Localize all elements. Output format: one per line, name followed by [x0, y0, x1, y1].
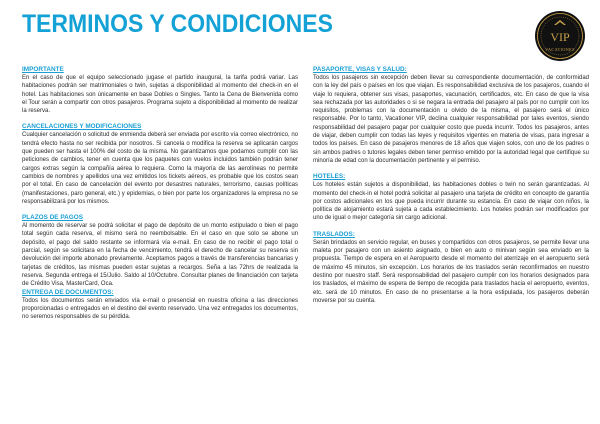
section-entrega	[22, 289, 298, 322]
section-traslados	[313, 231, 589, 305]
section-pasaporte	[313, 66, 589, 165]
heading-pasaporte: PASAPORTE, VISAS Y SALUD:	[313, 66, 407, 73]
section-importante	[22, 66, 298, 115]
logo-text: VIP	[550, 30, 570, 44]
section-hoteles	[313, 173, 589, 222]
heading-cancelaciones: CANCELACIONES Y MODIFICACIONES	[22, 123, 142, 131]
right-column	[313, 66, 589, 305]
text-hoteles: Los hoteles están sujetos a disponibilidad, las habitaciones dobles o twin no serán garantizadas. Al momento del check-in el hotel podrá solicitar al pasajero una tarjeta de crédito en concepto de garantía por costos adicionales en los que pueda incurrir durante su estancia. En caso de viajar con niños, la política de alojamiento estará sujeta a cada establecimiento. Los hoteles podrán ser modificados por uno de igual o mejor categoría sin cargo adicional.	[313, 182, 589, 222]
text-cancelaciones: Cualquier cancelación o solicitud de enmienda deberá ser enviada por escrito vía correo electrónico, no tendrá efecto hasta no ser recibida por nosotros. Si cancela o modifica la reserva se aplicarán cargos que pueden ser hasta el 100% del costo de la misma. No garantizamos que podamos cumplir con las peticiones de cambios, tener en cuenta que los paquetes con vuelos incluidos también podrán tener cargos extras según la compañía aérea lo requiera. Como la mayoría de las aerolíneas no permite cambios de nombres y apellidos una vez emitidos los tickets aéreos, es probable que los costos sean por el total. En caso de cancelación del evento por desastres naturales, terrorismo, causas políticas (manifestaciones, paro general, etc.) y epidemias, o bien por parte los organizadores la empresa no se responsabilizará por los mismos.	[22, 132, 298, 205]
heading-hoteles: HOTELES:	[313, 173, 346, 181]
text-traslados: Serán brindados en servicio regular, en buses y compartidos con otros pasajeros, se permite llevar una maleta por pasajero con un asiento asignado, o bien en auto o minivan según sea enviado en la propuesta. Tiempo de espera en el Aeropuerto desde el momento del aterrizaje en el aeropuerto será de máximo 45 minutos, sin excepción. Los horarios de los traslados serán reconfirmados en nuestro destino por nuestro staff. Será responsabilidad del pasajero cumplir con los horarios designados para los traslados, el máximo de espera de tiempo de recogida para traslados hacia el aeropuerto, eventos, etc. será de 10 minutos. En caso de no presentarse a la hora estipulada, los pasajeros deberán moverse por su cuenta.	[313, 239, 589, 304]
heading-plazos: PLAZOS DE PAGOS	[22, 214, 83, 222]
page-title: TERMINOS Y CONDICIONES	[22, 10, 333, 38]
page-header	[0, 0, 600, 50]
text-entrega: Todos los documentos serán enviados vía e-mail o presencial en nuestra oficina a las direcciones proporcionadas o entregados en el destino del evento reservado. Una vez entregados los documentos, no seremos responsables de su pérdida.	[22, 297, 298, 321]
text-pasaporte: Todos los pasajeros sin excepción deben llevar su correspondiente documentación, de conformidad con la ley del país o países en los que viajan. Es responsabilidad exclusiva de los pasajeros, cuando el viaje lo requiera, obtener sus visas, pasaportes, vacunación, certificados, etc. En caso de que la visa sea rechazada por las autoridades o si se negara la entrada del pasajero al país por no cumplir con los requisitos, problemas con la documentación u olvido de la misma, el pasajero será el único responsable. Por lo tanto, Vacationer VIP, declina cualquier responsabilidad por tales eventos, siendo responsabilidad del pasajero pagar por cualquier costo que pueda incurrir. Todos los pasajeros, antes de viajar, deben cumplir con todas las leyes y requisitos vigentes en materia de visas, para ingresar a todos los países. En caso de pasajeros menores de 18 años que viajen solos, con uno de los padres o sin ambos padres o tutores legales deben tener permiso emitido por la autoridad legal que certifique su minoría de edad con la documentación pertinente y el permiso.	[313, 75, 589, 164]
section-cancelaciones	[22, 123, 298, 206]
left-column	[22, 66, 298, 321]
heading-entrega: ENTREGA DE DOCUMENTOS:	[22, 288, 114, 296]
vip-vacations-seal-icon	[534, 10, 586, 62]
logo-subtext: VACATIONES	[545, 47, 575, 52]
heading-traslados: TRASLADOS:	[313, 230, 355, 238]
section-plazos	[22, 214, 298, 288]
heading-importante: IMPORTANTE	[22, 66, 64, 73]
text-importante: En el caso de que el equipo seleccionado jugase el partido inaugural, la tarifa podrá variar. Las habitaciones podrán ser matrimoniales o twin, sujetas a disponibilidad al momento del check-in en el hotel. Las habitaciones son únicamente en base Dobles o Singles. Tanto la Cena de Bienvenida como el Tour serán a compartir con otros pasajeros. Programa sujeto a disponibilidad al momento de realizar la reserva.	[22, 75, 298, 115]
text-plazos: Al momento de reservar se podrá solicitar el pago de depósito de un monto estipulado o bien el pago total según cada reserva, el mismo será no reembolsable. En el caso en que solo se abone un depósito, el pago del saldo restante se informará vía e-mail. En caso de no recibir el pago total o parcial, según se solicitara en la fecha de vencimiento, tendrá el derecho de cancelar su reserva sin devolución del importe abonado previamente. Aceptamos pagos a través de transferencias bancarias y tarjetas de créditos, las mismas pueden estar sujetas a recargos. Seña a las 72hrs de realizada la reserva. Segunda entrega el 15/Julio. Saldo al 10/Octubre. Consultar planes de financiación con tarjeta de Crédito Visa, MasterCard, Oca.	[22, 223, 298, 288]
